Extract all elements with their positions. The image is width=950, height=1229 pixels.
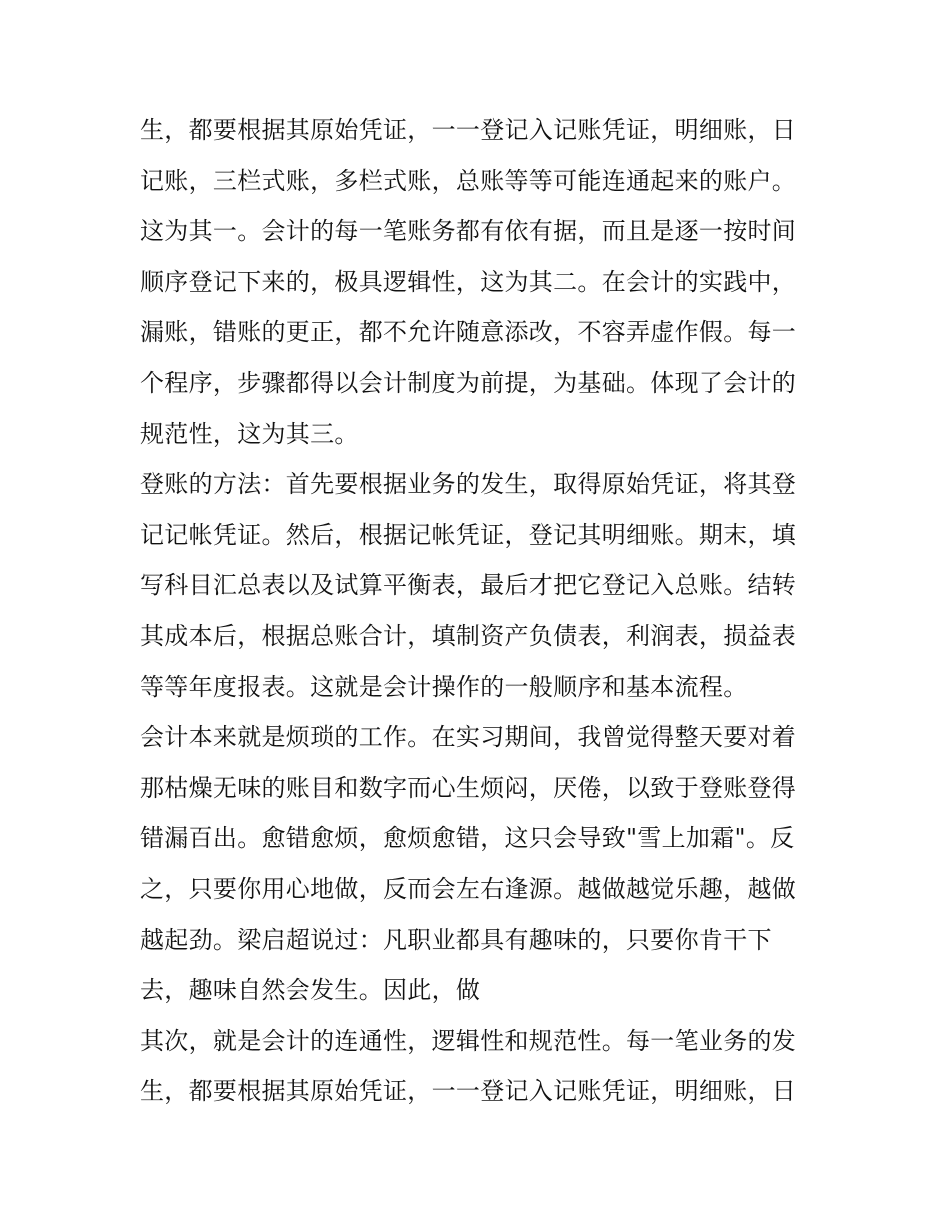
text-line-12: 等等年度报表。这就是会计操作的一般顺序和基本流程。: [140, 672, 748, 701]
text-line-7: 规范性，这为其三。: [140, 419, 359, 448]
text-line-19: 其次，就是会计的连通性，逻辑性和规范性。每一笔业务的发: [140, 1026, 797, 1055]
text-line-16: 之，只要你用心地做，反而会左右逢源。越做越觉乐趣，越做: [140, 874, 797, 903]
text-line-6: 个程序，步骤都得以会计制度为前提，为基础。体现了会计的: [140, 368, 797, 397]
text-line-20: 生，都要根据其原始凭证，一一登记入记账凭证，明细账，日: [140, 1077, 797, 1106]
text-line-14: 那枯燥无味的账目和数字而心生烦闷，厌倦，以致于登账登得: [140, 773, 797, 802]
text-line-1: 生，都要根据其原始凭证，一一登记入记账凭证，明细账，日: [140, 116, 797, 144]
text-line-15: 错漏百出。愈错愈烦，愈烦愈错，这只会导致"雪上加霜"。反: [140, 824, 795, 853]
text-line-2: 记账，三栏式账，多栏式账，总账等等可能连通起来的账户。: [140, 166, 797, 195]
text-line-5: 漏账，错账的更正，都不允许随意添改，不容弄虚作假。每一: [140, 318, 797, 347]
text-line-9: 记记帐凭证。然后，根据记帐凭证，登记其明细账。期末，填: [140, 520, 797, 549]
text-line-8: 登账的方法：首先要根据业务的发生，取得原始凭证，将其登: [140, 470, 797, 499]
text-line-3: 这为其一。会计的每一笔账务都有依有据，而且是逐一按时间: [140, 217, 797, 246]
text-line-10: 写科目汇总表以及试算平衡表，最后才把它登记入总账。结转: [140, 571, 797, 600]
text-line-13: 会计本来就是烦琐的工作。在实习期间，我曾觉得整天要对着: [140, 723, 797, 752]
text-line-17: 越起劲。梁启超说过：凡职业都具有趣味的，只要你肯干下: [140, 925, 772, 954]
text-line-18: 去，趣味自然会发生。因此，做: [140, 976, 481, 1005]
body-text: [140, 105, 820, 1117]
text-line-4: 顺序登记下来的，极具逻辑性，这为其二。在会计的实践中，: [140, 267, 797, 296]
text-line-11: 其成本后，根据总账合计，填制资产负债表，利润表，损益表: [140, 621, 797, 650]
